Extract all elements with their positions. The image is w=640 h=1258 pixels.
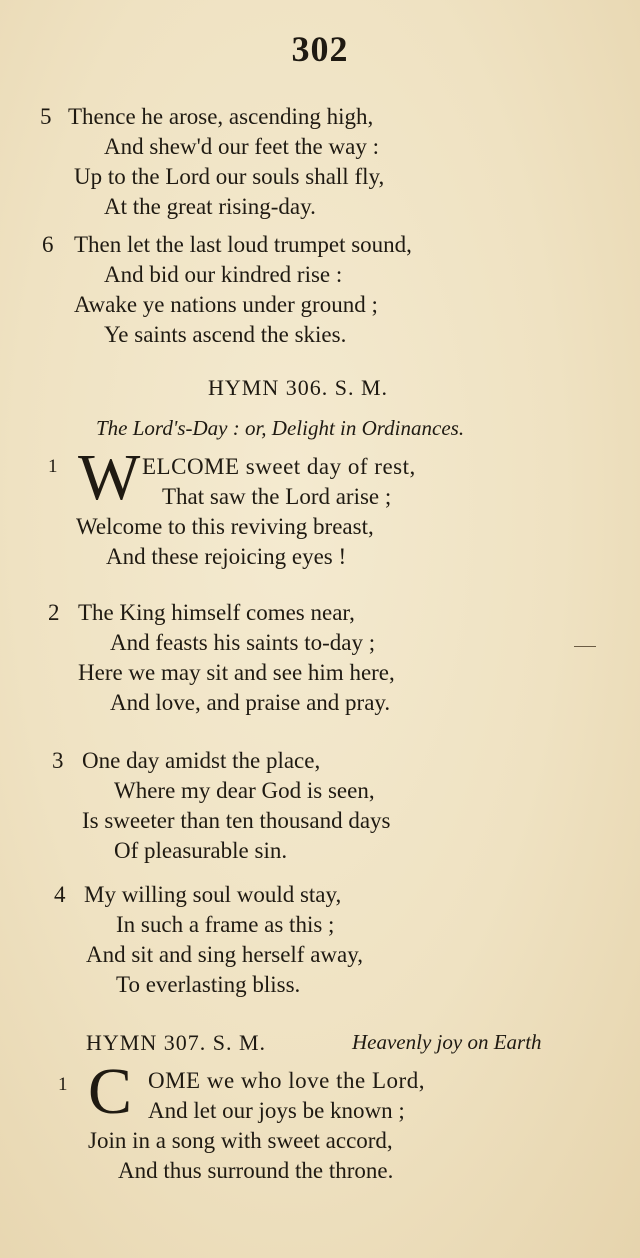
verse-line: One day amidst the place, — [82, 748, 321, 773]
drop-cap: C — [88, 1055, 133, 1128]
verse-line: ELCOME sweet day of rest, — [142, 454, 416, 479]
verse-line: Join in a song with sweet accord, — [88, 1128, 393, 1153]
stanza-number: 3 — [52, 748, 64, 773]
stanza-number: 4 — [54, 882, 66, 907]
hymn-heading: HYMN 306. S. M. — [208, 375, 389, 400]
stanza-number: 1 — [48, 456, 58, 477]
page-number: 302 — [291, 29, 349, 69]
verse-line: And feasts his saints to-day ; — [110, 630, 376, 655]
verse-line: That saw the Lord arise ; — [162, 484, 392, 509]
verse-line: And thus surround the throne. — [118, 1158, 394, 1183]
verse-line: Where my dear God is seen, — [114, 778, 375, 803]
verse-line: And these rejoicing eyes ! — [106, 544, 347, 569]
verse-line: Then let the last loud trumpet sound, — [74, 232, 412, 257]
verse-line: And bid our kindred rise : — [104, 262, 343, 287]
margin-mark — [574, 646, 596, 647]
verse-line: And sit and sing herself away, — [86, 942, 363, 967]
verse-line: In such a frame as this ; — [116, 912, 335, 937]
verse-line: To everlasting bliss. — [116, 972, 301, 997]
verse-line: And let our joys be known ; — [148, 1098, 405, 1123]
verse-line: Of pleasurable sin. — [114, 838, 288, 863]
verse-line: Thence he arose, ascending high, — [68, 104, 374, 129]
drop-cap: W — [78, 441, 141, 514]
verse-line: Ye saints ascend the skies. — [104, 322, 347, 347]
verse-line: Is sweeter than ten thousand days — [82, 808, 391, 833]
verse-line: My willing soul would stay, — [84, 882, 342, 907]
hymn-subtitle: Heavenly joy on Earth — [352, 1030, 542, 1054]
stanza-number: 1 — [58, 1074, 68, 1095]
verse-line: Here we may sit and see him here, — [78, 660, 395, 685]
stanza-number: 5 — [40, 104, 52, 129]
verse-line: At the great rising-day. — [104, 194, 316, 219]
verse-line: And love, and praise and pray. — [110, 690, 391, 715]
verse-line: The King himself comes near, — [78, 600, 355, 625]
verse-line: Welcome to this reviving breast, — [76, 514, 374, 539]
verse-line: And shew'd our feet the way : — [104, 134, 379, 159]
stanza-number: 6 — [42, 232, 54, 257]
hymn-heading: HYMN 307. S. M. — [86, 1030, 267, 1055]
verse-line: Awake ye nations under ground ; — [74, 292, 378, 317]
hymn-subtitle: The Lord's-Day : or, Delight in Ordinances. — [96, 416, 465, 440]
verse-line: Up to the Lord our souls shall fly, — [74, 164, 385, 189]
stanza-number: 2 — [48, 600, 60, 625]
verse-line: OME we who love the Lord, — [148, 1068, 425, 1093]
